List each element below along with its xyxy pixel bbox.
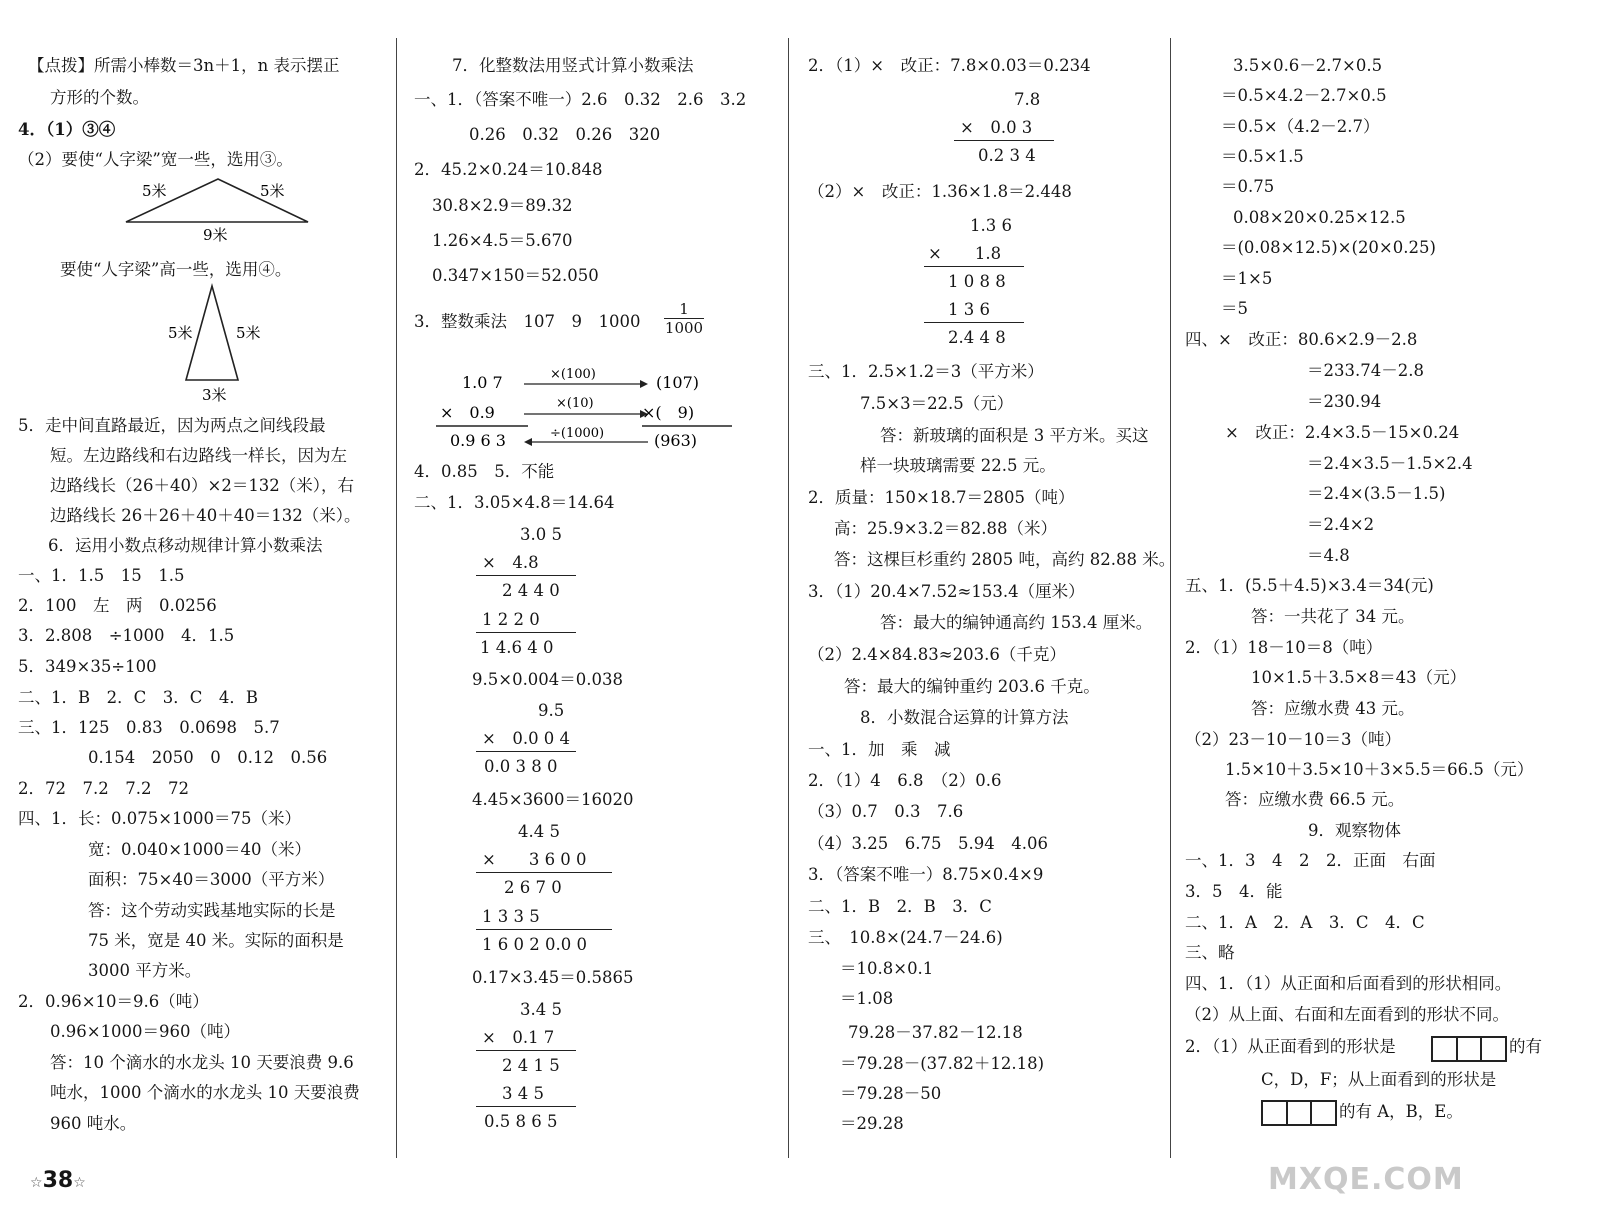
calc-row: × 0.0 0 4 — [482, 729, 571, 748]
answer-line: 5．349×35÷100 — [18, 657, 157, 676]
answer-line: 4.45×3600＝16020 — [472, 790, 634, 809]
three-square-shape — [1431, 1036, 1507, 1062]
answer-line: 一、1．1.5 15 1.5 — [18, 566, 185, 585]
answer-line: 1.26×4.5＝5.670 — [432, 231, 573, 250]
answer-line: 0.17×3.45＝0.5865 — [472, 968, 634, 987]
answer-line: 三、1．125 0.83 0.0698 5.7 — [18, 718, 280, 737]
hint-line: 【点拨】所需小棒数＝3n＋1，n 表示摆正 — [28, 56, 340, 75]
calc-row: 7.8 — [1014, 90, 1041, 109]
calc-row: 2.4 4 8 — [948, 328, 1006, 347]
triangle-base-label: 9米 — [203, 226, 228, 244]
answer-line: 960 吨水。 — [50, 1114, 137, 1133]
answer-line: 7.5×3＝22.5（元） — [860, 394, 1014, 413]
answer-line: 3．（1）20.4×7.52≈153.4（厘米） — [808, 582, 1085, 601]
diagram-result: (963) — [654, 431, 698, 450]
answer-line: 边路线长 26＋26＋40＋40＝132（米）。 — [50, 506, 361, 525]
calc-row: 3 4 5 — [502, 1084, 544, 1103]
answer-line: 二、1．A 2．A 3．C 4．C — [1185, 913, 1425, 932]
answer-line: 3．2.808 ÷1000 4．1.5 — [18, 626, 235, 645]
calc-rule — [476, 1106, 576, 1107]
triangle-base-label: 3米 — [202, 386, 227, 404]
answer-line: ＝79.28－50 — [840, 1084, 942, 1103]
answer-line: 答：应缴水费 43 元。 — [1251, 699, 1415, 718]
answer-line: 四、1．（1）从正面和后面看到的形状相同。 — [1185, 974, 1512, 993]
answer-line: ＝0.5×1.5 — [1221, 147, 1304, 166]
answer-line: 2．72 7.2 7.2 72 — [18, 779, 189, 798]
answer-line: 吨水，1000 个滴水的水龙头 10 天要浪费 — [50, 1083, 360, 1102]
answer-line: 答：10 个滴水的水龙头 10 天要浪费 9.6 — [50, 1053, 354, 1072]
answer-line: 2．（1）从正面看到的形状是 — [1185, 1037, 1396, 1056]
answer-line: 五、1．(5.5＋4.5)×3.4＝34(元) — [1185, 576, 1434, 595]
answer-line: 的有 — [1509, 1037, 1542, 1056]
answer-line: ＝0.5×4.2－2.7×0.5 — [1221, 86, 1387, 105]
answer-line: 0.154 2050 0 0.12 0.56 — [88, 748, 328, 767]
answer-line: 1.5×10＋3.5×10＋3×5.5＝66.5（元） — [1225, 760, 1534, 779]
calc-row: × 1.8 — [928, 244, 1002, 263]
fraction-numerator: 1 — [664, 300, 704, 319]
answer-line: 宽：0.040×1000＝40（米） — [88, 840, 312, 859]
calc-row: 3.0 5 — [520, 525, 562, 544]
answer-line: 要使“人字梁”高一些，选用④。 — [60, 260, 292, 279]
answer-line: 面积：75×40＝3000（平方米） — [88, 870, 335, 889]
answer-line: 10×1.5＋3.5×8＝43（元） — [1251, 668, 1467, 687]
triangle-side-label: 5米 — [168, 324, 193, 342]
calc-row: 1 3 3 5 — [482, 907, 540, 926]
answer-line: 二、1．B 2．C 3．C 4．B — [18, 688, 258, 707]
answer-line: （2）× 改正：1.36×1.8＝2.448 — [808, 182, 1072, 201]
diagram-result: (107) — [656, 373, 700, 392]
column-divider — [396, 38, 397, 1158]
answer-line: C，D，F；从上面看到的形状是 — [1261, 1070, 1497, 1089]
page-number: ☆38☆ — [30, 1168, 86, 1193]
answer-line: 的有 A，B，E。 — [1339, 1102, 1463, 1121]
answer-line: 0.26 0.32 0.26 320 — [469, 125, 661, 144]
answer-line: 5．走中间直路最近，因为两点之间线段最 — [18, 416, 326, 435]
answer-line: 3．整数乘法 107 9 1000 — [414, 312, 641, 331]
answer-line: ＝230.94 — [1307, 392, 1382, 411]
integer-method-diagram — [432, 364, 742, 456]
watermark-logo: MXQE.COM — [1268, 1162, 1464, 1197]
calc-rule — [476, 751, 576, 752]
answer-line: 答：这个劳动实践基地实际的长是 — [88, 901, 336, 920]
answer-line: 二、1．3.05×4.8＝14.64 — [414, 493, 615, 512]
answer-line: 二、1．B 2．B 3．C — [808, 897, 992, 916]
answer-line: ＝0.75 — [1221, 177, 1275, 196]
answer-line: （2）23－10－10＝3（吨） — [1185, 730, 1401, 749]
diagram-result: ×( 9) — [642, 403, 695, 422]
answer-line: ＝79.28－(37.82＋12.18) — [840, 1054, 1045, 1073]
answer-line: 30.8×2.9＝89.32 — [432, 196, 573, 215]
answer-line: 2．45.2×0.24＝10.848 — [414, 160, 603, 179]
calc-rule — [476, 632, 576, 633]
answer-line: 一、1．3 4 2 2．正面 右面 — [1185, 851, 1436, 870]
calc-rule — [954, 140, 1054, 141]
section-heading: 6．运用小数点移动规律计算小数乘法 — [48, 536, 323, 555]
section-heading: 9．观察物体 — [1308, 821, 1401, 840]
calc-row: × 0.0 3 — [960, 118, 1033, 137]
answer-line: 答：最大的编钟重约 203.6 千克。 — [844, 677, 1100, 696]
answer-line: 三、略 — [1185, 943, 1235, 962]
triangle-side-label: 5米 — [236, 324, 261, 342]
answer-line: （2）2.4×84.83≈203.6（千克） — [808, 645, 1066, 664]
calc-row: 0.5 8 6 5 — [484, 1112, 558, 1131]
column-divider — [1170, 38, 1171, 1158]
diagram-factor-a: 1.0 7 — [462, 373, 503, 392]
answer-line: ＝5 — [1221, 299, 1248, 318]
answer-line: ＝233.74－2.8 — [1307, 361, 1424, 380]
calc-row: 2 4 4 0 — [502, 581, 560, 600]
diagram-op: ×(100) — [550, 367, 596, 382]
answer-line: 答：一共花了 34 元。 — [1251, 607, 1415, 626]
calc-rule — [924, 322, 1024, 323]
answer-line: 9.5×0.004＝0.038 — [472, 670, 624, 689]
answer-line: 2．100 左 两 0.0256 — [18, 596, 217, 615]
answer-line: 边路线长（26＋40）×2＝132（米），右 — [50, 476, 355, 495]
calc-row: × 4.8 — [482, 553, 539, 572]
answer-line: 3．5 4．能 — [1185, 882, 1283, 901]
hint-line: 方形的个数。 — [50, 88, 149, 107]
calc-row: 1 3 6 — [948, 300, 990, 319]
answer-line: 一、1．加 乘 减 — [808, 740, 951, 759]
calc-row: 3.4 5 — [520, 1000, 562, 1019]
answer-line: 2．（1）4 6.8 （2）0.6 — [808, 771, 1002, 790]
fraction — [664, 300, 704, 337]
answer-line: 0.08×20×0.25×12.5 — [1233, 208, 1406, 227]
answer-line: 一、1．（答案不唯一）2.6 0.32 2.6 3.2 — [414, 90, 747, 109]
answer-line: 75 米，宽是 40 米。实际的面积是 — [88, 931, 344, 950]
calc-row: 0.2 3 4 — [978, 146, 1036, 165]
answer-line: 高：25.9×3.2＝82.88（米） — [834, 519, 1058, 538]
answer-line: ＝0.5×（4.2－2.7） — [1221, 117, 1380, 136]
answer-line: 0.96×1000＝960（吨） — [50, 1022, 241, 1041]
answer-line: （2）从上面、右面和左面看到的形状不同。 — [1185, 1005, 1509, 1024]
answer-line: ＝2.4×2 — [1307, 515, 1375, 534]
answer-line: 4．（1）③④ — [18, 120, 116, 139]
answer-line: 2．（1）18－10＝8（吨） — [1185, 638, 1383, 657]
calc-rule — [476, 575, 576, 576]
calc-row: 0.0 3 8 0 — [484, 757, 558, 776]
answer-line: 答：最大的编钟通高约 153.4 厘米。 — [880, 613, 1153, 632]
answer-line: ＝(0.08×12.5)×(20×0.25) — [1221, 238, 1436, 257]
calc-row: 2 6 7 0 — [504, 878, 562, 897]
answer-line: 答：应缴水费 66.5 元。 — [1225, 790, 1405, 809]
answer-line: 短。左边路线和右边路线一样长，因为左 — [50, 446, 347, 465]
answer-line: （2）要使“人字梁”宽一些，选用③。 — [18, 150, 293, 169]
answer-line: （4）3.25 6.75 5.94 4.06 — [808, 834, 1048, 853]
answer-line: 3000 平方米。 — [88, 961, 202, 980]
answer-line: 2．质量：150×18.7＝2805（吨） — [808, 488, 1075, 507]
triangle-side-label: 5米 — [142, 182, 167, 200]
answer-line: 3.5×0.6－2.7×0.5 — [1233, 56, 1383, 75]
answer-line: 3．（答案不唯一）8.75×0.4×9 — [808, 865, 1044, 884]
calc-row: 2 4 1 5 — [502, 1056, 560, 1075]
diagram-op: ×(10) — [556, 396, 594, 411]
answer-line: ＝29.28 — [840, 1114, 904, 1133]
answer-line: ＝10.8×0.1 — [840, 959, 934, 978]
answer-line: 四、1．长：0.075×1000＝75（米） — [18, 809, 302, 828]
answer-line: 答：这棵巨杉重约 2805 吨，高约 82.88 米。 — [834, 550, 1176, 569]
fraction-denominator: 1000 — [664, 319, 704, 337]
diagram-op: ÷(1000) — [550, 426, 605, 441]
answer-line: ＝2.4×3.5－1.5×2.4 — [1307, 454, 1473, 473]
wide-triangle-figure — [118, 174, 318, 244]
answer-line: 四、× 改正：80.6×2.9－2.8 — [1185, 330, 1418, 349]
triangle-side-label: 5米 — [260, 182, 285, 200]
section-heading: 7．化整数法用竖式计算小数乘法 — [452, 56, 694, 75]
answer-line: 三、 10.8×(24.7－24.6) — [808, 928, 1003, 947]
answer-line: 答：新玻璃的面积是 3 平方米。买这 — [880, 426, 1149, 445]
three-square-shape — [1261, 1100, 1337, 1126]
calc-row: 1 0 8 8 — [948, 272, 1006, 291]
calc-row: × 0.1 7 — [482, 1028, 555, 1047]
section-heading: 8．小数混合运算的计算方法 — [860, 708, 1069, 727]
answer-line: × 改正：2.4×3.5－15×0.24 — [1225, 423, 1460, 442]
calc-row: × 3 6 0 0 — [482, 850, 587, 869]
calc-rule — [476, 872, 612, 873]
answer-line: 样一块玻璃需要 22.5 元。 — [860, 456, 1056, 475]
answer-line: （3）0.7 0.3 7.6 — [808, 802, 964, 821]
calc-row: 4.4 5 — [518, 822, 560, 841]
calc-row: 1.3 6 — [970, 216, 1012, 235]
calc-rule — [476, 1050, 576, 1051]
answer-line: ＝4.8 — [1307, 546, 1350, 565]
diagram-factor-b: × 0.9 — [440, 403, 495, 422]
diagram-product: 0.9 6 3 — [450, 431, 506, 450]
answer-line: ＝1×5 — [1221, 269, 1273, 288]
answer-line: 三、1．2.5×1.2＝3（平方米） — [808, 362, 1044, 381]
column-divider — [788, 38, 789, 1158]
answer-line: 2．（1）× 改正：7.8×0.03＝0.234 — [808, 56, 1091, 75]
calc-rule — [924, 266, 1024, 267]
answer-line: 0.347×150＝52.050 — [432, 266, 599, 285]
answer-line: 4．0.85 5．不能 — [414, 462, 555, 481]
answer-line: 2．0.96×10＝9.6（吨） — [18, 992, 209, 1011]
answer-line: ＝2.4×(3.5－1.5) — [1307, 484, 1446, 503]
answer-line: 79.28－37.82－12.18 — [848, 1023, 1023, 1042]
answer-line: ＝1.08 — [840, 989, 894, 1008]
calc-row: 1 4.6 4 0 — [480, 638, 554, 657]
calc-row: 1 2 2 0 — [482, 610, 540, 629]
calc-row: 9.5 — [538, 701, 565, 720]
calc-rule — [476, 929, 612, 930]
tall-triangle-figure — [166, 282, 286, 404]
calc-row: 1 6 0 2 0.0 0 — [482, 935, 587, 954]
